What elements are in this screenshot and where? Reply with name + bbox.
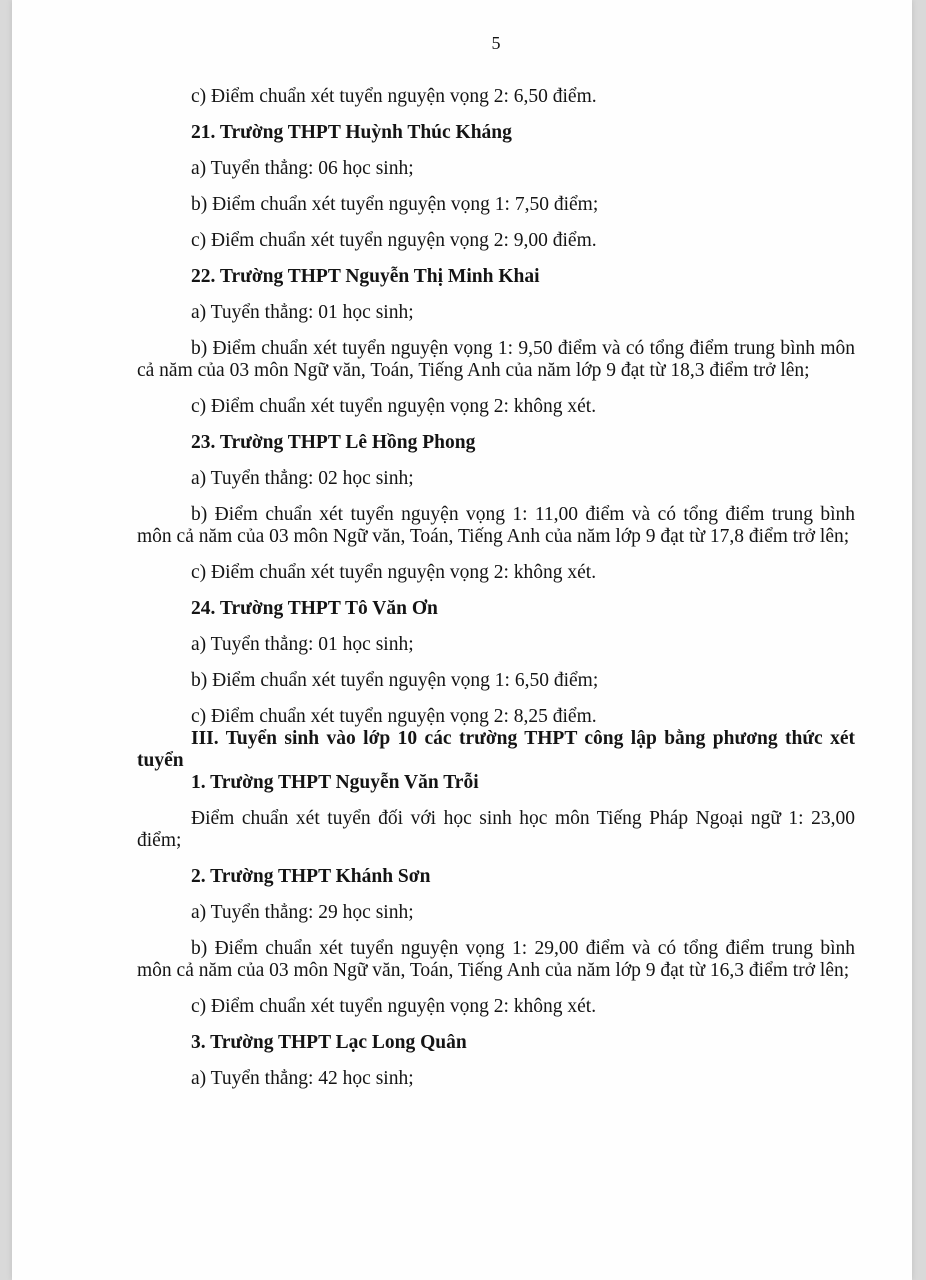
text-line: c) Điểm chuẩn xét tuyển nguyện vọng 2: 9,00 điểm. (191, 230, 597, 251)
text-line: b) Điểm chuẩn xét tuyển nguyện vọng 1: 6,50 điểm; (191, 670, 599, 691)
school-heading: 1. Trường THPT Nguyễn Văn Trỗi (191, 772, 479, 793)
text-paragraph: b) Điểm chuẩn xét tuyển nguyện vọng 1: 29,00 điểm và có tổng điểm trung bình môn cả năm của 03 môn Ngữ văn, Toán, Tiếng Anh của năm lớp 9 đạt từ 16,3 điểm trở lên; (137, 938, 855, 981)
section-heading: III. Tuyển sinh vào lớp 10 các trường THPT công lập bằng phương thức xét tuyển (137, 728, 855, 771)
text-line: a) Tuyển thẳng: 01 học sinh; (191, 634, 414, 655)
text-line: a) Tuyển thẳng: 02 học sinh; (191, 468, 414, 489)
text-paragraph: Điểm chuẩn xét tuyển đối với học sinh học môn Tiếng Pháp Ngoại ngữ 1: 23,00 điểm; (137, 808, 855, 851)
text-line: c) Điểm chuẩn xét tuyển nguyện vọng 2: không xét. (191, 562, 597, 583)
school-heading: 24. Trường THPT Tô Văn Ơn (191, 598, 438, 619)
school-heading: 22. Trường THPT Nguyễn Thị Minh Khai (191, 266, 540, 287)
document-page (12, 0, 912, 1280)
document-content (137, 30, 855, 1090)
school-heading: 2. Trường THPT Khánh Sơn (191, 866, 431, 887)
page-number: 5 (491, 33, 501, 53)
text-line: a) Tuyển thẳng: 42 học sinh; (191, 1068, 414, 1089)
text-line: a) Tuyển thẳng: 06 học sinh; (191, 158, 414, 179)
school-heading: 3. Trường THPT Lạc Long Quân (191, 1032, 467, 1053)
text-line: a) Tuyển thẳng: 29 học sinh; (191, 902, 414, 923)
text-paragraph: b) Điểm chuẩn xét tuyển nguyện vọng 1: 11,00 điểm và có tổng điểm trung bình môn cả năm của 03 môn Ngữ văn, Toán, Tiếng Anh của năm lớp 9 đạt từ 17,8 điểm trở lên; (137, 504, 855, 547)
text-line: c) Điểm chuẩn xét tuyển nguyện vọng 2: 6,50 điểm. (191, 86, 597, 107)
text-line: b) Điểm chuẩn xét tuyển nguyện vọng 1: 7,50 điểm; (191, 194, 599, 215)
text-line: c) Điểm chuẩn xét tuyển nguyện vọng 2: 8,25 điểm. (191, 706, 597, 727)
school-heading: 21. Trường THPT Huỳnh Thúc Kháng (191, 122, 512, 143)
school-heading: 23. Trường THPT Lê Hồng Phong (191, 432, 476, 453)
text-paragraph: b) Điểm chuẩn xét tuyển nguyện vọng 1: 9,50 điểm và có tổng điểm trung bình môn cả năm của 03 môn Ngữ văn, Toán, Tiếng Anh của năm lớp 9 đạt từ 18,3 điểm trở lên; (137, 338, 855, 381)
text-line: a) Tuyển thẳng: 01 học sinh; (191, 302, 414, 323)
text-line: c) Điểm chuẩn xét tuyển nguyện vọng 2: không xét. (191, 996, 597, 1017)
text-line: c) Điểm chuẩn xét tuyển nguyện vọng 2: không xét. (191, 396, 597, 417)
